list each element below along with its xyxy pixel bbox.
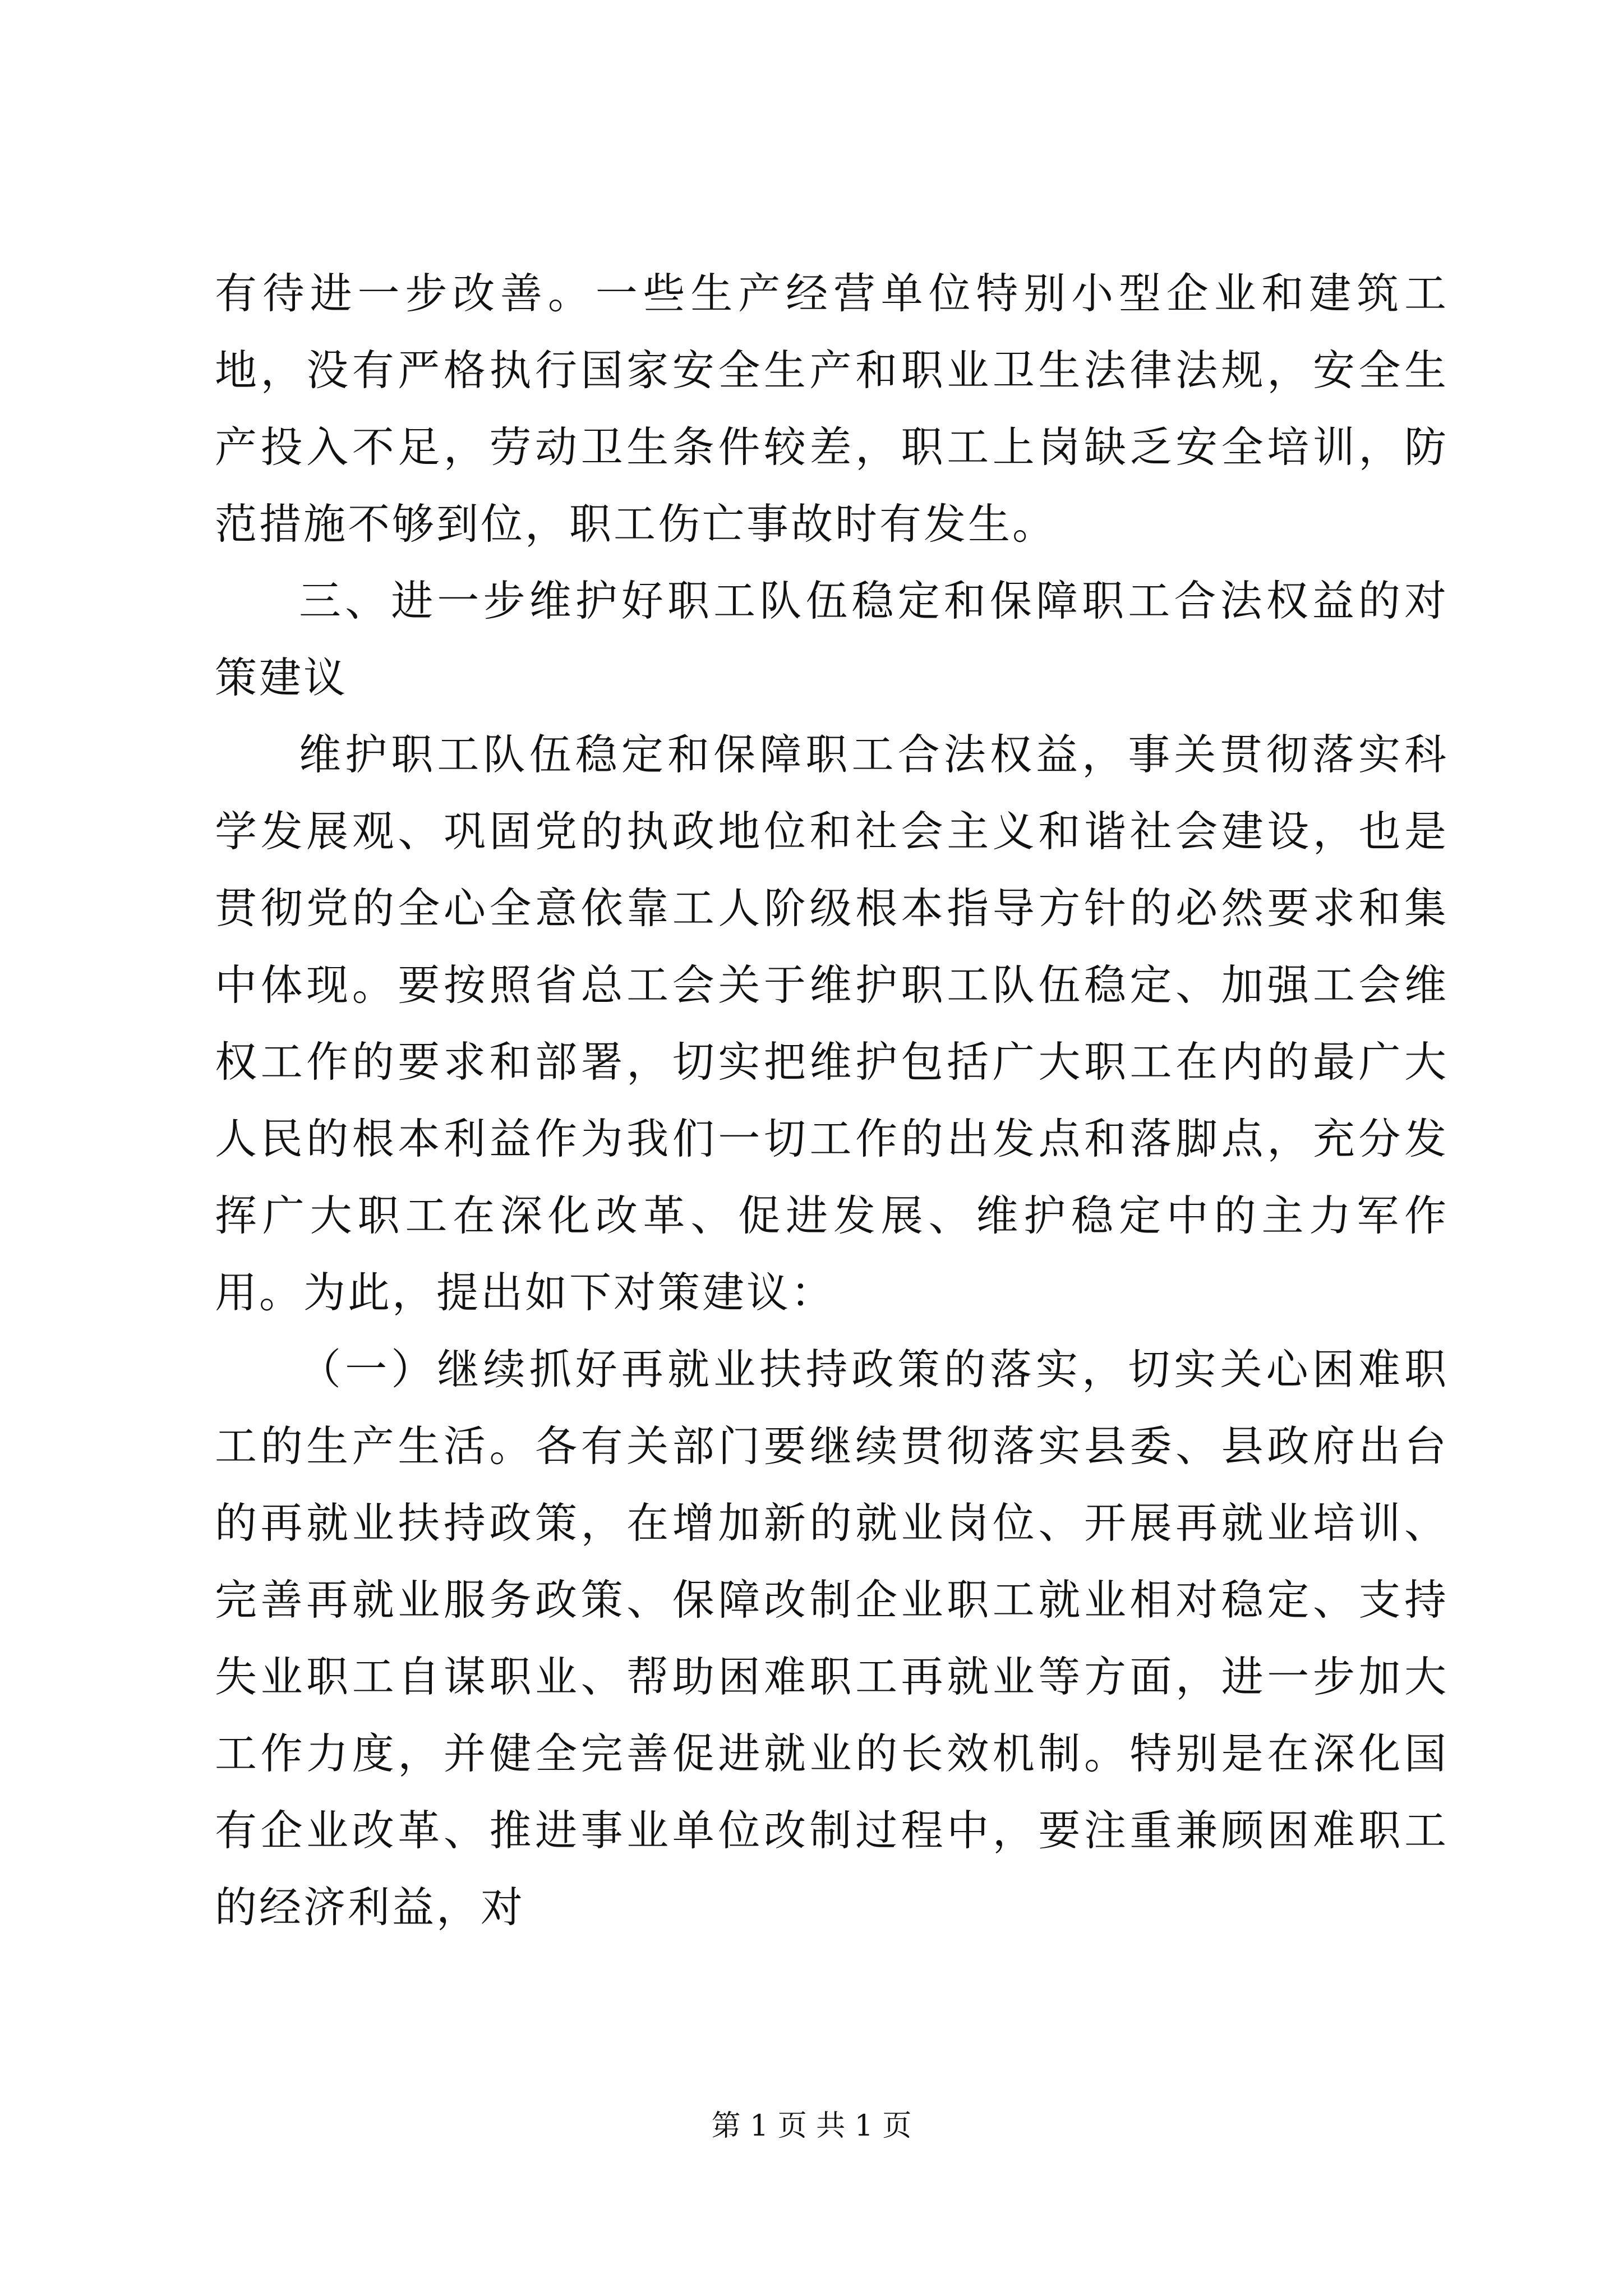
paragraph-subsection: （一）继续抓好再就业扶持政策的落实，切实关心困难职工的生产生活。各有关部门要继续贯彻落实县委、县政府出台的再就业扶持政策，在增加新的就业岗位、开展再就业培训、完善再就业服务政策、保障改制企业职工就业相对稳定、支持失业职工自谋职业、帮助困难职工再就业等方面，进一步加大工作力度，并健全完善促进就业的长效机制。特别是在深化国有企业改革、推进事业单位改制过程中，要注重兼顾困难职工的经济利益，对 [215,1345,1449,1932]
document-body [215,255,1449,1946]
section-heading: 三、进一步维护好职工队伍稳定和保障职工合法权益的对策建议 [215,576,1449,702]
paragraph-body: 维护职工队伍稳定和保障职工合法权益，事关贯彻落实科学发展观、巩固党的执政地位和社会主义和谐社会建设，也是贯彻党的全心全意依靠工人阶级根本指导方针的必然要求和集中体现。要按照省总工会关于维护职工队伍稳定、加强工会维权工作的要求和部署，切实把维护包括广大职工在内的最广大人民的根本利益作为我们一切工作的出发点和落脚点，充分发挥广大职工在深化改革、促进发展、维护稳定中的主力军作用。为此，提出如下对策建议： [215,730,1449,1317]
page-footer: 第 1 页 共 1 页 [711,2109,912,2143]
paragraph-continuation: 有待进一步改善。一些生产经营单位特别小型企业和建筑工地，没有严格执行国家安全生产和职业卫生法律法规，安全生产投入不足，劳动卫生条件较差，职工上岗缺乏安全培训，防范措施不够到位，职工伤亡事故时有发生。 [215,269,1449,549]
